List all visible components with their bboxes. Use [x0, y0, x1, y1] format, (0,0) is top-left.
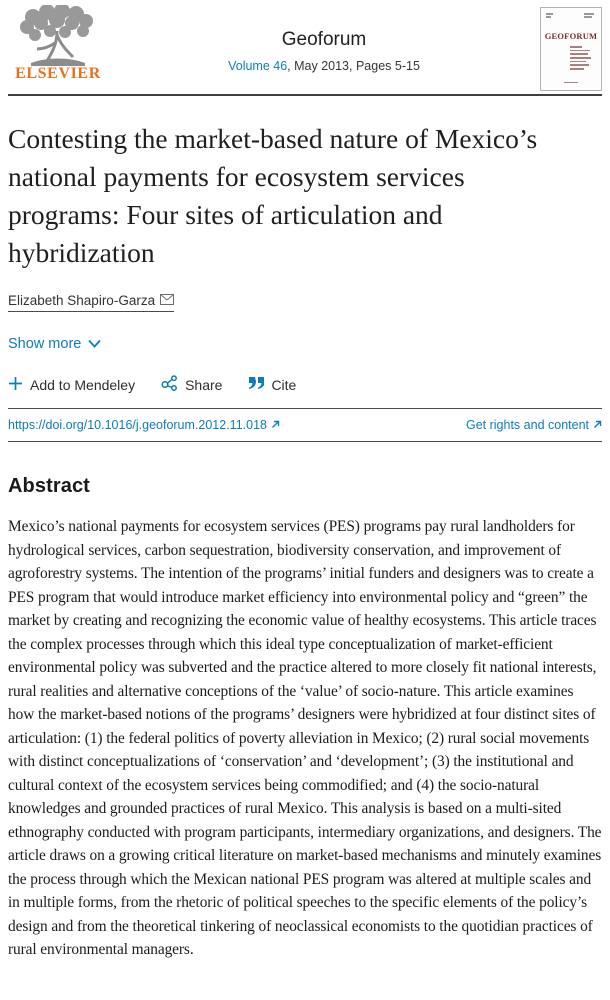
- cite-label: Cite: [271, 376, 297, 393]
- mendeley-label: Add to Mendeley: [30, 376, 136, 393]
- abstract-text: Mexico’s national payments for ecosystem services (PES) programs pay rural landholders for hydrological services, carbon sequestration, biodiversity conservation, and improvement of agroforestry systems. The intention of the programs’ initial funders and designers was to create a PES program that would introduce market efficiency into environmental policy and “green” the market by creating and recognizing the economic value of healthy ecosystems. This article traces the complex processes through which this ideal type conceptualization of market-efficient environmental policy was subverted and the practice altered to more closely fit national interests, rural realities and alternative conceptions of the ‘value’ of socio-nature. This article examines how the market-based notions of the programs’ designers were hybridized at four distinct sites of articulation: (1) the federal politics of poverty alleviation in Mexico; (2) rural social movements with distinct conceptualizations of ‘conservation’ and ‘development’; (3) the institutional and cultural context of the ecosystem services being commodified; and (4) the socio-natural knowledges and grounded practices of rural Mexico. This analysis is based on a multi-sited ethnography conducted with program participants, intermediary organizations, and designers. The article draws on a growing critical literature on market-based mechanisms and minutely examines the process through which the Mexican national PES program was altered at multiple scales and in multiple forms, from the rhetoric of political speeches to the specific elements of the policy’s design and from the theoretical tinkering of neoclassical economists to the quotidian practices of rural environmental managers.: [8, 518, 602, 958]
- plus-icon: [8, 376, 23, 394]
- journal-issue-line: [108, 59, 540, 73]
- cover-corner-text: [584, 13, 594, 19]
- journal-info: [108, 5, 540, 73]
- author-link[interactable]: [8, 293, 174, 312]
- doi-link[interactable]: [8, 418, 280, 432]
- header-divider: [8, 94, 602, 96]
- add-to-mendeley-button[interactable]: [8, 376, 135, 394]
- external-link-icon: [593, 418, 602, 432]
- elsevier-tree-icon: [8, 5, 108, 67]
- doi-text: https://doi.org/10.1016/j.geoforum.2012.11.018: [8, 418, 267, 432]
- cite-button[interactable]: [248, 376, 296, 393]
- volume-link[interactable]: Volume 46: [228, 59, 288, 73]
- envelope-icon[interactable]: [160, 293, 174, 308]
- share-icon: [161, 375, 178, 394]
- cover-journal-title: GEOFORUM: [544, 31, 598, 41]
- issue-info-text: , May 2013, Pages 5-15: [287, 59, 420, 73]
- cite-icon: [248, 376, 264, 393]
- chevron-down-icon: [88, 336, 101, 352]
- abstract-heading: Abstract: [8, 475, 90, 497]
- cover-corner-text: [546, 13, 553, 19]
- cover-footer-line: [541, 82, 601, 84]
- share-button[interactable]: [161, 375, 222, 394]
- share-label: Share: [185, 376, 223, 393]
- journal-title-link[interactable]: Geoforum: [281, 29, 367, 50]
- show-more-button[interactable]: [8, 336, 101, 352]
- get-rights-text: Get rights and content: [466, 418, 589, 432]
- article-toolbar: [8, 375, 602, 394]
- get-rights-link[interactable]: [466, 418, 602, 432]
- doi-divider: [8, 441, 602, 442]
- show-more-label: Show more: [8, 336, 82, 352]
- author-row: [8, 292, 602, 312]
- doi-row: [8, 409, 602, 441]
- elsevier-wordmark: ELSEVIER: [15, 65, 101, 82]
- article-title: Contesting the market-based nature of Mexico’s national payments for ecosystem services programs: Four sites of articulation and hybridization: [8, 123, 538, 268]
- cover-topic-lines: [570, 46, 591, 72]
- author-name: Elizabeth Shapiro-Garza: [8, 293, 156, 308]
- journal-cover-thumbnail[interactable]: [540, 7, 602, 91]
- external-link-icon: [271, 418, 280, 432]
- elsevier-logo[interactable]: [8, 5, 108, 83]
- journal-header: [8, 0, 602, 94]
